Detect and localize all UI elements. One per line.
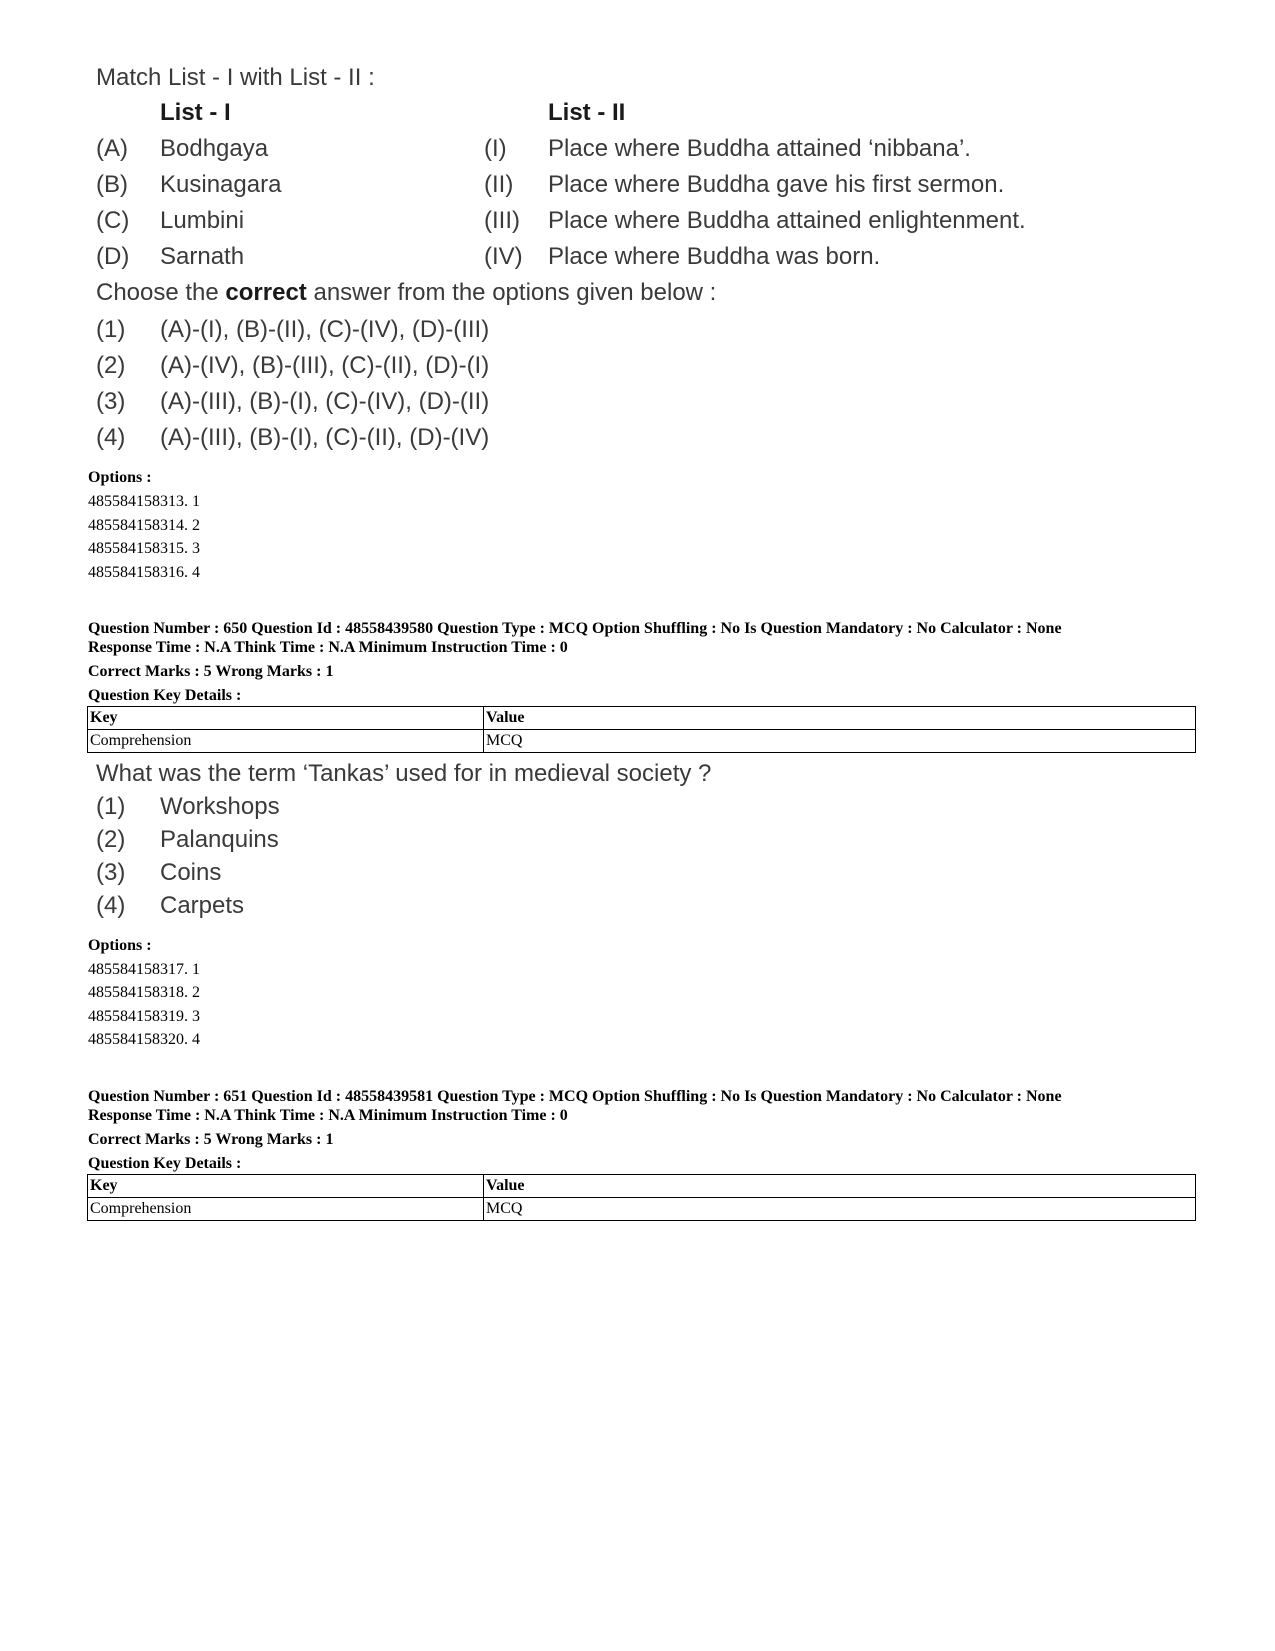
key-details-label: Question Key Details : (88, 1155, 242, 1172)
table-header-row (88, 1175, 1196, 1198)
table-header-key: Key (88, 707, 484, 730)
option-item: 485584158316. 4 (88, 564, 200, 581)
key-details-table (87, 706, 1196, 753)
question-meta: Question Number : 651 Question Id : 48558439581 Question Type : MCQ Option Shuffling : No Is Question Mandatory : No Calculator : None (88, 1088, 1062, 1105)
choose-instruction: Choose the correct answer from the options given below : (96, 279, 717, 306)
option-item: 485584158317. 1 (88, 961, 200, 978)
answer-number: (3) (96, 388, 126, 415)
row-list1-item: Bodhgaya (160, 135, 269, 162)
answer-text: (A)-(III), (B)-(I), (C)-(IV), (D)-(II) (160, 388, 490, 415)
question-text: What was the term ‘Tankas’ used for in medieval society ? (96, 760, 712, 787)
options-label: Options : (88, 469, 152, 486)
row-list1-item: Kusinagara (160, 171, 282, 198)
answer-text: Palanquins (160, 826, 279, 853)
answer-number: (1) (96, 793, 126, 820)
answer-text: (A)-(III), (B)-(I), (C)-(II), (D)-(IV) (160, 424, 490, 451)
row-roman: (III) (484, 207, 520, 234)
key-details-label: Question Key Details : (88, 687, 242, 704)
options-label: Options : (88, 937, 152, 954)
answer-number: (2) (96, 826, 126, 853)
row-letter: (A) (96, 135, 128, 162)
table-header-value: Value (484, 1175, 1196, 1198)
table-cell-value: MCQ (484, 1198, 1196, 1221)
table-cell-value: MCQ (484, 730, 1196, 753)
question-marks: Correct Marks : 5 Wrong Marks : 1 (88, 663, 334, 680)
row-roman: (II) (484, 171, 514, 198)
answer-number: (1) (96, 316, 126, 343)
answer-number: (3) (96, 859, 126, 886)
option-item: 485584158320. 4 (88, 1031, 200, 1048)
question-timing: Response Time : N.A Think Time : N.A Minimum Instruction Time : 0 (88, 639, 568, 656)
table-header-key: Key (88, 1175, 484, 1198)
option-item: 485584158319. 3 (88, 1008, 200, 1025)
table-header-row (88, 707, 1196, 730)
row-list2-item: Place where Buddha attained enlightenment. (548, 207, 1026, 234)
question-timing: Response Time : N.A Think Time : N.A Minimum Instruction Time : 0 (88, 1107, 568, 1124)
table-row (88, 1198, 1196, 1221)
question-meta: Question Number : 650 Question Id : 48558439580 Question Type : MCQ Option Shuffling : No Is Question Mandatory : No Calculator : None (88, 620, 1062, 637)
q649-instruction: Match List - I with List - II : (96, 64, 375, 91)
row-list1-item: Lumbini (160, 207, 245, 234)
question-marks: Correct Marks : 5 Wrong Marks : 1 (88, 1131, 334, 1148)
answer-number: (4) (96, 424, 126, 451)
key-details-table (87, 1174, 1196, 1221)
table-header-value: Value (484, 707, 1196, 730)
table-row (88, 730, 1196, 753)
row-roman: (I) (484, 135, 507, 162)
answer-text: (A)-(I), (B)-(II), (C)-(IV), (D)-(III) (160, 316, 490, 343)
row-list2-item: Place where Buddha gave his first sermon. (548, 171, 1005, 198)
answer-number: (2) (96, 352, 126, 379)
option-item: 485584158313. 1 (88, 493, 200, 510)
option-item: 485584158314. 2 (88, 517, 200, 534)
row-letter: (B) (96, 171, 128, 198)
answer-text: Coins (160, 859, 222, 886)
list2-header: List - II (548, 99, 626, 126)
option-item: 485584158318. 2 (88, 984, 200, 1001)
row-roman: (IV) (484, 243, 523, 270)
answer-text: Workshops (160, 793, 280, 820)
row-list2-item: Place where Buddha was born. (548, 243, 881, 270)
answer-number: (4) (96, 892, 126, 919)
answer-text: Carpets (160, 892, 245, 919)
row-list2-item: Place where Buddha attained ‘nibbana’. (548, 135, 971, 162)
option-item: 485584158315. 3 (88, 540, 200, 557)
row-letter: (C) (96, 207, 130, 234)
table-cell-key: Comprehension (88, 730, 484, 753)
row-letter: (D) (96, 243, 130, 270)
row-list1-item: Sarnath (160, 243, 245, 270)
table-cell-key: Comprehension (88, 1198, 484, 1221)
list1-header: List - I (160, 99, 231, 126)
answer-text: (A)-(IV), (B)-(III), (C)-(II), (D)-(I) (160, 352, 490, 379)
